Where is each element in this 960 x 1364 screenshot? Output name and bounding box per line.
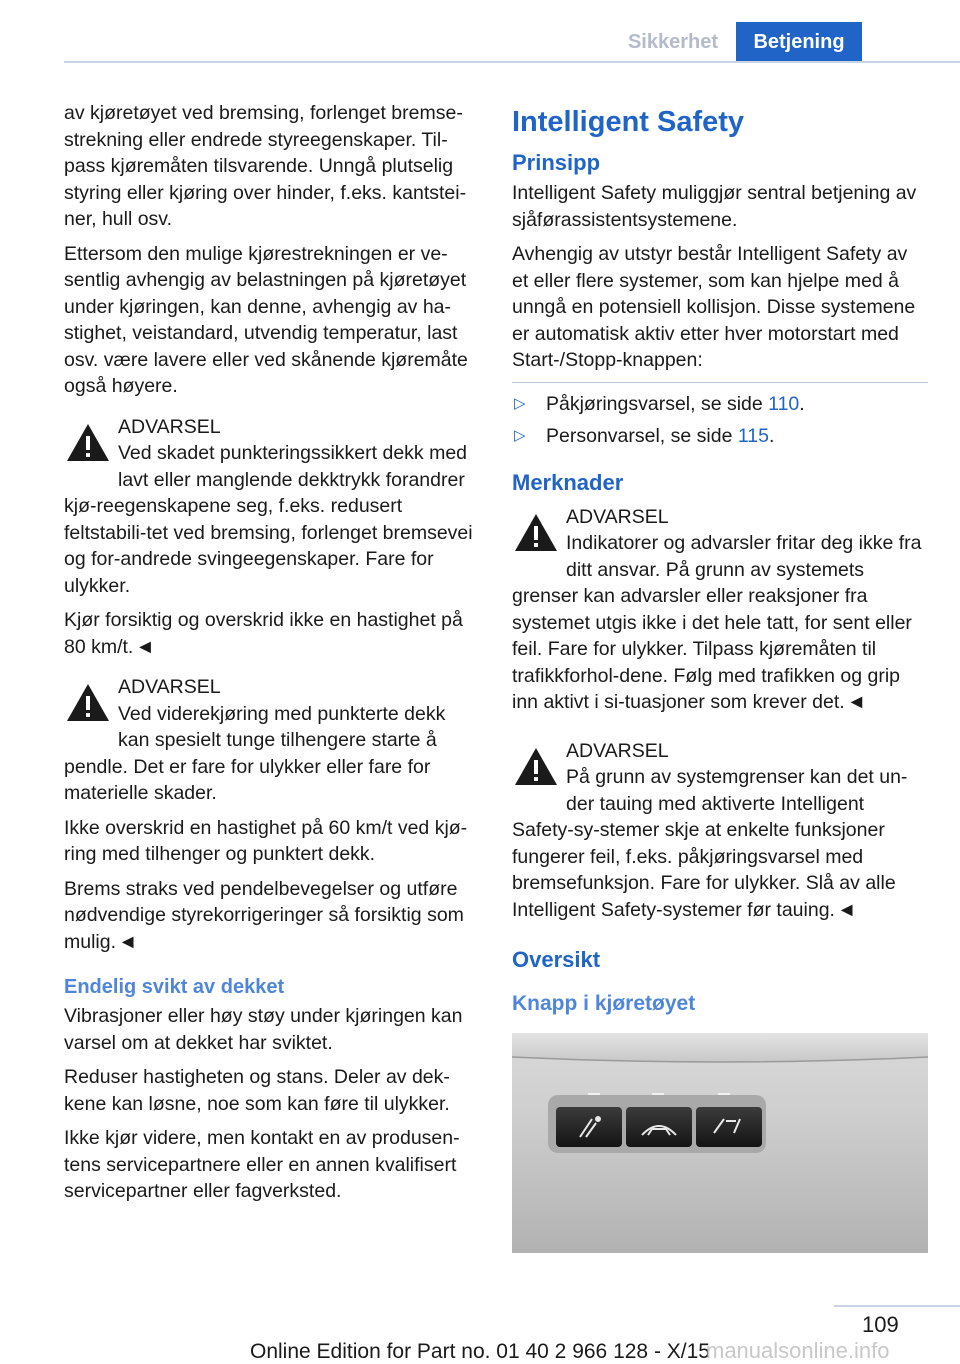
warning-title: ADVARSEL	[566, 739, 669, 762]
warning-block	[512, 738, 928, 924]
warning-text: Indikatorer og advarsler fritar deg ikke fra ditt ansvar. På grunn av systemets grenser kan advarsler eller reaksjoner fra systemet utgis ikke i det hele tatt, for sent eller feil. Fare for ulykker. Tilpass kjøremåten til trafikkforhol-dene. Følg med trafikken og grip inn aktivt i si-tuasjoner som krever det.	[512, 532, 922, 713]
end-mark: ◄	[118, 930, 138, 953]
section-heading: Merknader	[512, 469, 624, 495]
warning-text: På grunn av systemgrenser kan det un-der tauing med aktiverte Intelligent Safety-sy-stemer skje at enkelte funksjoner fungerer feil, f.eks. påkjøringsvarsel med bremsefunksjon. Fare for ulykker. Slå av alle Intelligent Safety-systemer før tauing.	[512, 766, 908, 921]
right-column	[512, 100, 928, 1031]
button-panel-photo	[512, 1033, 928, 1253]
tab-betjening[interactable]: Betjening	[736, 22, 862, 63]
edition-footer: Online Edition for Part no. 01 40 2 966 128 - X/15	[250, 1340, 710, 1363]
paragraph: Kjør forsiktig og overskrid ikke en hastighet på 80 km/t. ◄	[64, 609, 463, 658]
warning-triangle-icon	[64, 678, 112, 726]
button-pedestrian	[556, 1107, 622, 1147]
warning-title: ADVARSEL	[118, 676, 221, 698]
paragraph: Ikke overskrid en hastighet på 60 km/t ved kjø-ring med tilhenger og punktert dekk.	[64, 816, 468, 865]
section-heading: Oversikt	[512, 947, 601, 972]
footer-rule	[834, 1305, 960, 1307]
warning-triangle-icon	[64, 418, 112, 466]
warning-title: ADVARSEL	[118, 415, 221, 438]
paragraph: Brems straks ved pendelbevegelser og utføre nødvendige styrekorrigeringer så forsiktig som mulig. ◄	[64, 877, 464, 953]
warning-title: ADVARSEL	[566, 505, 669, 528]
warning-block	[512, 504, 928, 716]
paragraph: Ikke kjør videre, men kontakt en av produsen-tens servicepartnere eller en annen kvalifisert servicepartner eller fagverksted.	[64, 1127, 460, 1202]
section-heading: Knapp i kjøretøyet	[512, 992, 696, 1015]
section-heading: Endelig svikt av dekket	[64, 976, 285, 998]
paragraph: Vibrasjoner eller høy støy under kjøringen kan varsel om at dekket har sviktet.	[64, 1005, 463, 1054]
paragraph: Reduser hastigheten og stans. Deler av dek-kene kan løsne, noe som kan føre til ulykker.	[64, 1066, 450, 1115]
warning-text: Ved viderekjøring med punkterte dekk kan spesielt tunge tilhengere starte å pendle. Det er fare for ulykker eller fare for materielle skader.	[64, 702, 446, 804]
button-lane	[696, 1107, 762, 1147]
page-title: Intelligent Safety	[512, 106, 745, 138]
warning-triangle-icon	[512, 508, 560, 556]
paragraph: av kjøretøyet ved bremsing, forlenget bremse-strekning eller endrede styreegenskaper. Til-pass kjøremåten tilsvarende. Unngå plutselig styring eller kjøring over hinder, f.eks. kantstei-ner, hull osv.	[64, 102, 467, 230]
paragraph: Intelligent Safety muliggjør sentral betjening av sjåførassistentsystemene.	[512, 182, 917, 231]
header-rule	[64, 61, 960, 63]
page-link[interactable]: 110	[768, 392, 800, 415]
warning-text: Ved skadet punkteringssikkert dekk med lavt eller manglende dekktrykk forandrer kjø-reegenskapene seg, f.eks. redusert feltstabili-tet ved bremsing, forlenget bremsevei og for-andrede svingeegenskaper. Fare for ulykker.	[64, 442, 473, 597]
list-item: ▷ Personvarsel, se side 115.	[512, 423, 928, 450]
page-number: 109	[862, 1312, 899, 1337]
section-heading: Prinsipp	[512, 150, 601, 175]
tab-sikkerhet[interactable]: Sikkerhet	[627, 31, 719, 53]
page-link[interactable]: 115	[737, 425, 769, 447]
bullet-icon: ▷	[514, 427, 526, 444]
end-mark: ◄	[135, 635, 155, 658]
end-mark: ◄	[836, 898, 857, 921]
left-column	[64, 100, 480, 1213]
warning-block	[64, 674, 480, 807]
list-divider	[512, 382, 928, 383]
warning-triangle-icon	[512, 742, 560, 790]
list-item: ▷ Påkjøringsvarsel, se side 110.	[512, 391, 928, 418]
bullet-icon: ▷	[514, 394, 526, 412]
paragraph: Avhengig av utstyr består Intelligent Safety av et eller flere systemer, som kan hjelpe med å unngå en potensiell kollisjon. Disse systemene er automatisk aktiv etter hver motorstart med Start-/Stopp-knappen:	[512, 243, 916, 371]
warning-block	[64, 414, 480, 600]
end-mark: ◄	[846, 691, 867, 713]
feature-list	[512, 391, 928, 450]
paragraph: Ettersom den mulige kjørestrekningen er ve-sentlig avhengig av belastningen på kjøretøyet under kjøringen, kan denne, avhengig av ha-stighet, veistandard, utvendig temperatur, last osv. være lavere eller ved skånende kjøremåte også høyere.	[64, 242, 468, 397]
watermark: manualsonline.info	[706, 1338, 890, 1363]
